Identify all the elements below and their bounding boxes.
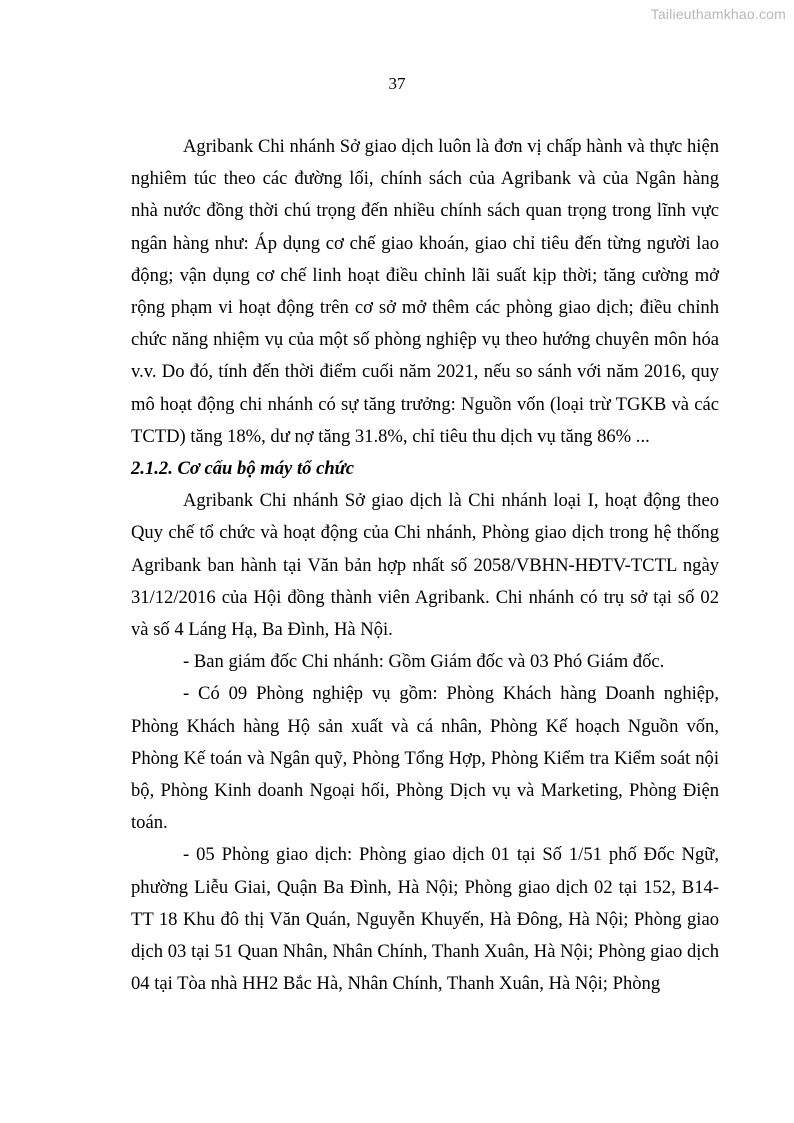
document-body <box>131 131 719 1000</box>
page-number: 37 <box>388 74 406 93</box>
paragraph-management: - Ban giám đốc Chi nhánh: Gồm Giám đốc và 03 Phó Giám đốc. <box>183 651 665 673</box>
paragraph-intro: Agribank Chi nhánh Sở giao dịch luôn là đơn vị chấp hành và thực hiện nghiêm túc theo các đường lối, chính sách của Agribank và của Ngân hàng nhà nước đồng thời chú trọng đến nhiều chính sách quan trọng trong lĩnh vực ngân hàng như: Áp dụng cơ chế giao khoán, giao chỉ tiêu đến từng người lao động; vận dụng cơ chế linh hoạt điều chỉnh lãi suất kịp thời; tăng cường mở rộng phạm vi hoạt động trên cơ sở mở thêm các phòng giao dịch; điều chỉnh chức năng nhiệm vụ của một số phòng nghiệp vụ theo hướng chuyên môn hóa v.v. Do đó, tính đến thời điểm cuối năm 2021, nếu so sánh với năm 2016, quy mô hoạt động chi nhánh có sự tăng trưởng: Nguồn vốn (loại trừ TGKB và các TCTD) tăng 18%, dư nợ tăng 31.8%, chỉ tiêu thu dịch vụ tăng 86% ... <box>131 136 719 447</box>
paragraph-departments: - Có 09 Phòng nghiệp vụ gồm: Phòng Khách hàng Doanh nghiệp, Phòng Khách hàng Hộ sản xuất và cá nhân, Phòng Kế hoạch Nguồn vốn, Phòng Kế toán và Ngân quỹ, Phòng Tổng Hợp, Phòng Kiểm tra Kiểm soát nội bộ, Phòng Kinh doanh Ngoại hối, Phòng Dịch vụ và Marketing, Phòng Điện toán. <box>131 683 719 834</box>
section-heading: 2.1.2. Cơ cấu bộ máy tổ chức <box>131 458 355 480</box>
paragraph-branches: - 05 Phòng giao dịch: Phòng giao dịch 01 tại Số 1/51 phố Đốc Ngữ, phường Liễu Giai, Quận Ba Đình, Hà Nội; Phòng giao dịch 02 tại 152, B14-TT 18 Khu đô thị Văn Quán, Nguyễn Khuyến, Hà Đông, Hà Nội; Phòng giao dịch 03 tại 51 Quan Nhân, Nhân Chính, Thanh Xuân, Hà Nội; Phòng giao dịch 04 tại Tòa nhà HH2 Bắc Hà, Nhân Chính, Thanh Xuân, Hà Nội; Phòng <box>131 844 719 995</box>
watermark: Tailieuthamkhao.com <box>650 6 786 22</box>
paragraph-structure: Agribank Chi nhánh Sở giao dịch là Chi nhánh loại I, hoạt động theo Quy chế tổ chức và hoạt động của Chi nhánh, Phòng giao dịch trong hệ thống Agribank ban hành tại Văn bản hợp nhất số 2058/VBHN-HĐTV-TCTL ngày 31/12/2016 của Hội đồng thành viên Agribank. Chi nhánh có trụ sở tại số 02 và số 4 Láng Hạ, Ba Đình, Hà Nội. <box>131 490 719 641</box>
